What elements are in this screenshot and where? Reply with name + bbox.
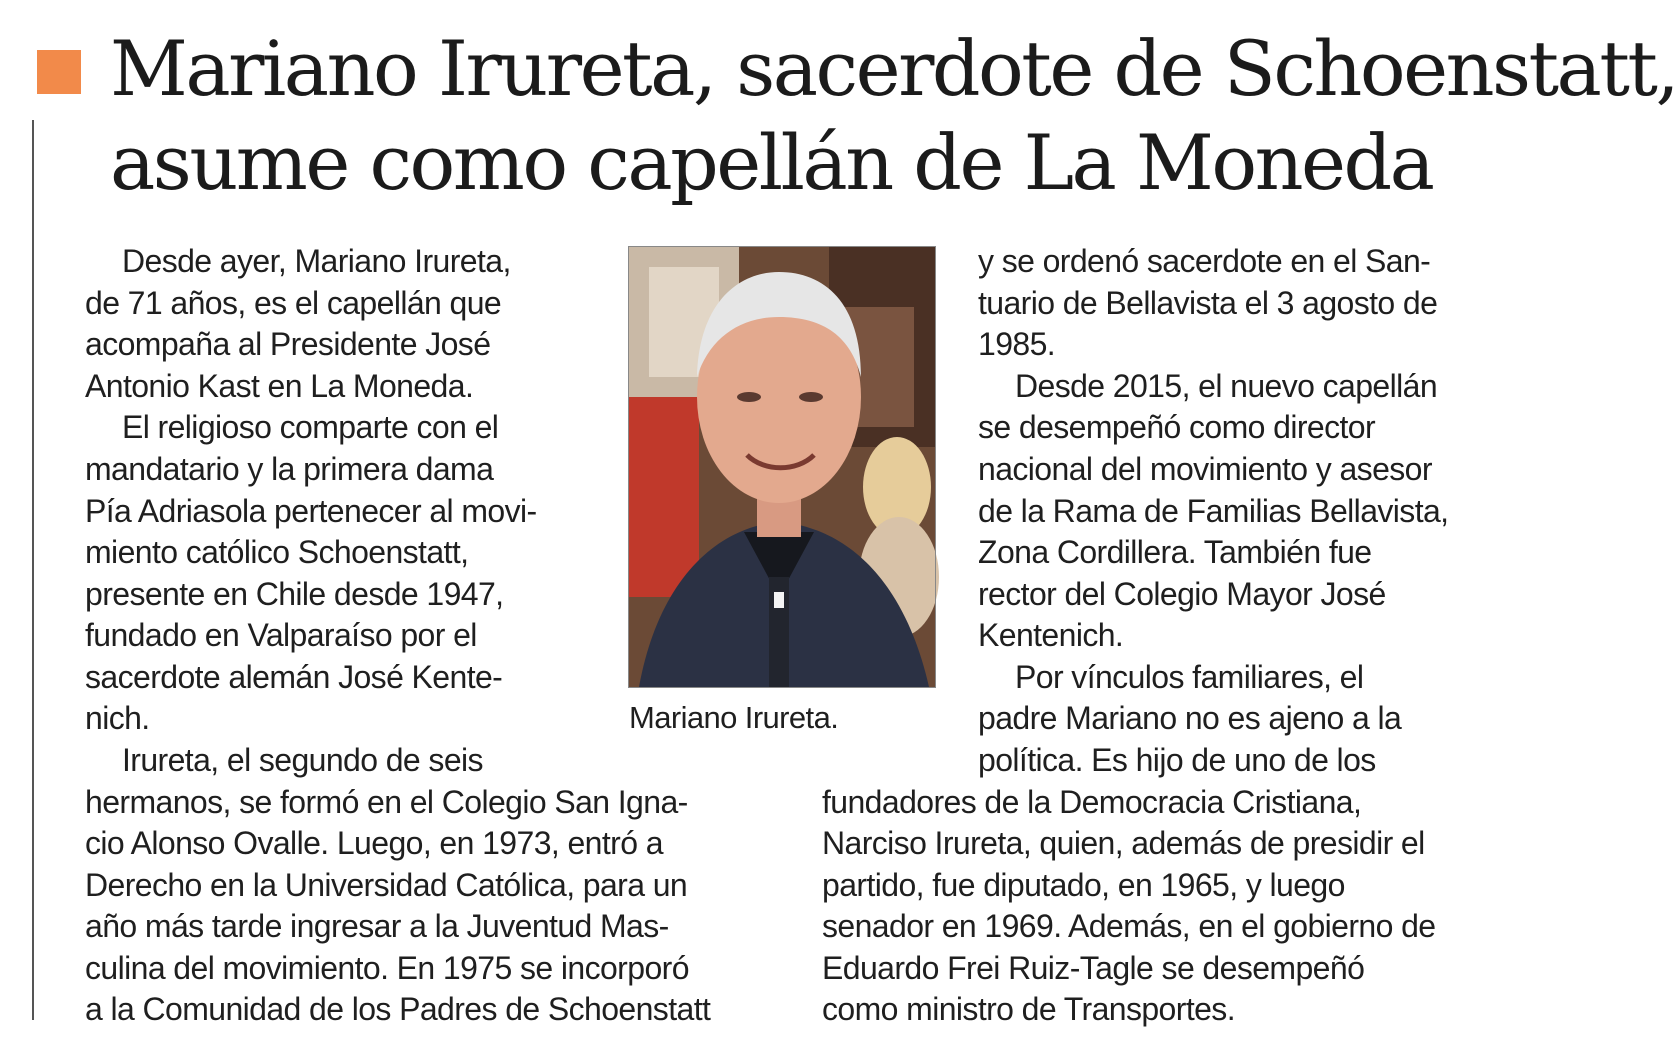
portrait-illustration: [629, 247, 935, 687]
portrait-photo: [629, 247, 935, 687]
body-line: padre Mariano no es ajeno a la: [978, 700, 1402, 736]
body-line: cio Alonso Ovalle. Luego, en 1973, entró a: [85, 825, 663, 861]
body-line: Desde 2015, el nuevo capellán: [1015, 368, 1438, 404]
body-line: Por vínculos familiares, el: [1015, 659, 1364, 695]
section-marker-square: [37, 50, 81, 94]
body-line: fundadores de la Democracia Cristiana,: [822, 784, 1362, 820]
body-line: mandatario y la primera dama: [85, 451, 494, 487]
body-line: sacerdote alemán José Kente-: [85, 659, 503, 695]
left-column-rule: [32, 120, 34, 1020]
body-line: a la Comunidad de los Padres de Schoenstatt: [85, 991, 711, 1027]
body-line: Pía Adriasola pertenecer al movi-: [85, 493, 537, 529]
body-line: presente en Chile desde 1947,: [85, 576, 504, 612]
body-line: Narciso Irureta, quien, además de presidir el: [822, 825, 1425, 861]
headline-line-2: asume como capellán de La Moneda: [110, 118, 1433, 207]
body-line: rector del Colegio Mayor José: [978, 576, 1386, 612]
body-line: se desempeñó como director: [978, 409, 1376, 445]
body-line: y se ordenó sacerdote en el San-: [978, 243, 1431, 279]
body-line: miento católico Schoenstatt,: [85, 534, 469, 570]
body-line: Antonio Kast en La Moneda.: [85, 368, 474, 404]
body-line: Derecho en la Universidad Católica, para un: [85, 867, 688, 903]
body-line: año más tarde ingresar a la Juventud Mas-: [85, 908, 669, 944]
body-line: El religioso comparte con el: [122, 409, 499, 445]
body-line: partido, fue diputado, en 1965, y luego: [822, 867, 1345, 903]
body-line: de 71 años, es el capellán que: [85, 285, 502, 321]
body-line: culina del movimiento. En 1975 se incorporó: [85, 950, 689, 986]
body-line: Desde ayer, Mariano Irureta,: [122, 243, 511, 279]
headline-line-1: Mariano Irureta, sacerdote de Schoenstatt,: [110, 24, 1677, 113]
body-line: Eduardo Frei Ruiz-Tagle se desempeñó: [822, 950, 1365, 986]
body-line: política. Es hijo de uno de los: [978, 742, 1376, 778]
body-line: 1985.: [978, 326, 1056, 362]
body-line: hermanos, se formó en el Colegio San Igna-: [85, 784, 688, 820]
body-line: Zona Cordillera. También fue: [978, 534, 1372, 570]
body-line: tuario de Bellavista el 3 agosto de: [978, 285, 1438, 321]
body-line: nich.: [85, 700, 150, 736]
body-line: nacional del movimiento y asesor: [978, 451, 1432, 487]
body-line: fundado en Valparaíso por el: [85, 617, 477, 653]
body-line: Kentenich.: [978, 617, 1124, 653]
body-line: Irureta, el segundo de seis: [122, 742, 483, 778]
body-line: como ministro de Transportes.: [822, 991, 1235, 1027]
body-line: acompaña al Presidente José: [85, 326, 491, 362]
headline: [110, 22, 1677, 210]
body-line: senador en 1969. Además, en el gobierno de: [822, 908, 1436, 944]
photo-caption: Mariano Irureta.: [629, 700, 839, 735]
body-line: de la Rama de Familias Bellavista,: [978, 493, 1449, 529]
